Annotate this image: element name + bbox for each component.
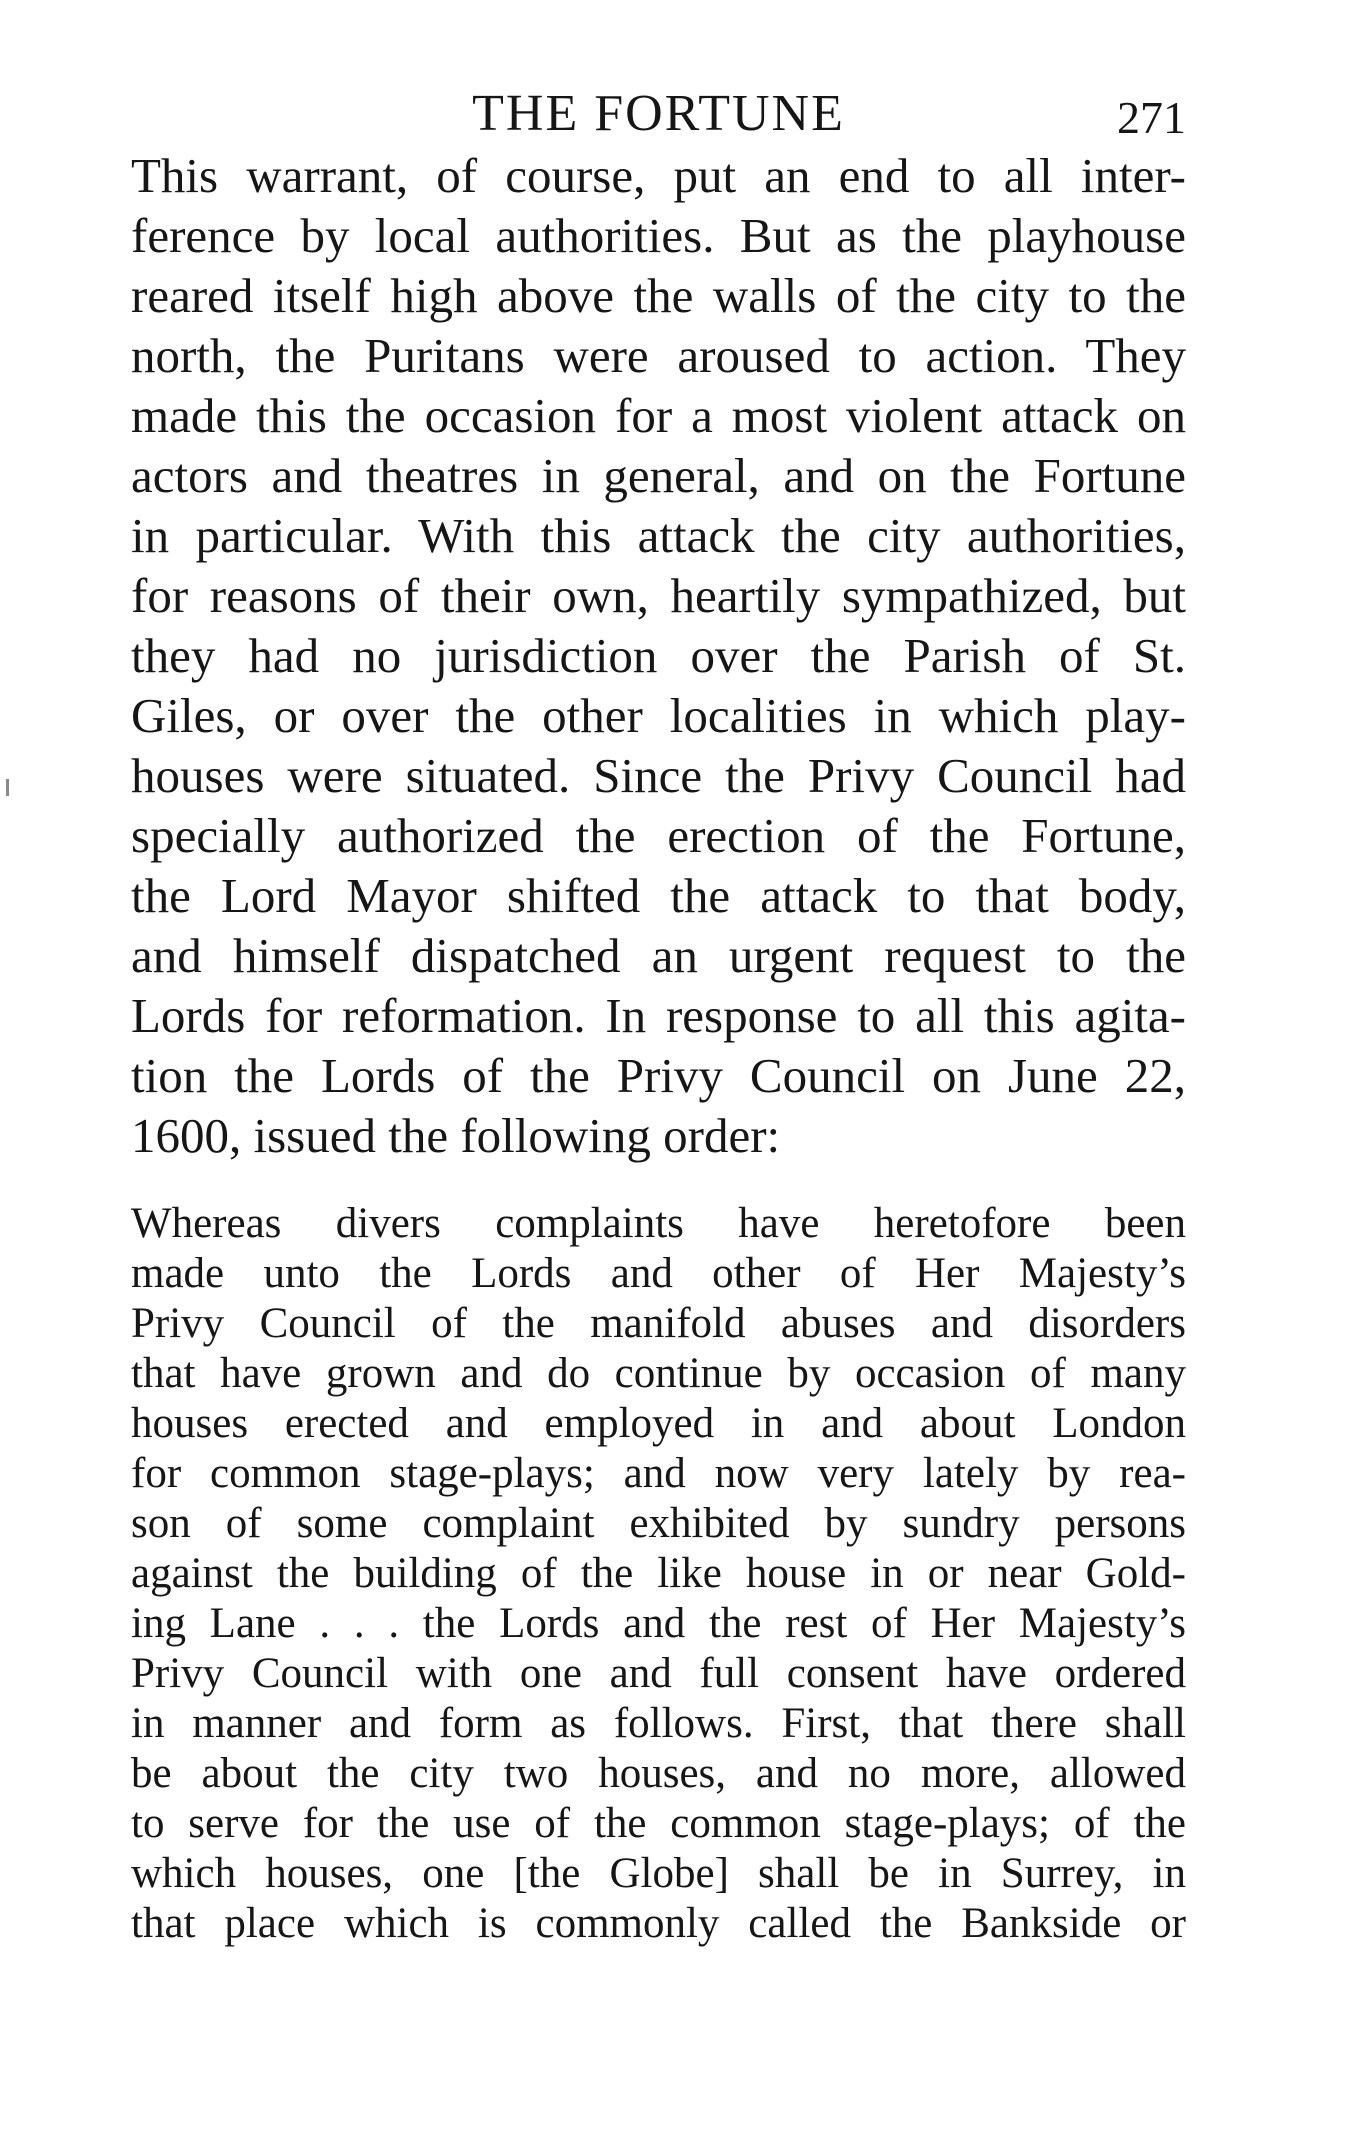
quote-line: that have grown and do continue by occasion of many <box>131 1350 1186 1397</box>
body-line: This warrant, of course, put an end to all inter- <box>131 148 1186 203</box>
quote-line: Privy Council with one and full consent have ordered <box>131 1650 1186 1697</box>
body-line: made this the occasion for a most violent attack on <box>131 388 1186 443</box>
body-line: ference by local authorities. But as the playhouse <box>131 208 1186 263</box>
body-line: and himself dispatched an urgent request to the <box>131 928 1186 983</box>
quote-line: which houses, one [the Globe] shall be in Surrey, in <box>131 1850 1186 1897</box>
quote-line: against the building of the like house in or near Gold- <box>131 1550 1186 1597</box>
body-line: 1600, issued the following order: <box>131 1108 781 1163</box>
quote-line: be about the city two houses, and no more, allowed <box>131 1750 1186 1797</box>
body-line: Lords for reformation. In response to all this agita- <box>131 988 1186 1043</box>
quote-line: that place which is commonly called the Bankside or <box>131 1900 1186 1947</box>
body-line: specially authorized the erection of the Fortune, <box>131 808 1186 863</box>
quote-line: ing Lane . . . the Lords and the rest of Her Majesty’s <box>131 1600 1186 1647</box>
quote-line: son of some complaint exhibited by sundry persons <box>131 1500 1186 1547</box>
page-number: 271 <box>1117 92 1186 143</box>
body-line: houses were situated. Since the Privy Council had <box>131 748 1186 803</box>
quote-line: houses erected and employed in and about London <box>131 1400 1186 1447</box>
body-line: in particular. With this attack the city authorities, <box>131 508 1186 563</box>
body-line: the Lord Mayor shifted the attack to that body, <box>131 868 1186 923</box>
body-line: they had no jurisdiction over the Parish of St. <box>131 628 1186 683</box>
body-line: tion the Lords of the Privy Council on June 22, <box>131 1048 1186 1103</box>
quote-line: for common stage-plays; and now very lately by rea- <box>131 1450 1186 1497</box>
running-title: THE FORTUNE <box>472 85 845 142</box>
quote-line: Privy Council of the manifold abuses and disorders <box>131 1300 1186 1347</box>
quote-line: to serve for the use of the common stage-plays; of the <box>131 1800 1186 1847</box>
running-head <box>131 84 1186 144</box>
quote-line: Whereas divers complaints have heretofore been <box>131 1200 1186 1247</box>
margin-mark <box>6 779 9 796</box>
quote-line: in manner and form as follows. First, that there shall <box>131 1700 1186 1747</box>
body-line: reared itself high above the walls of the city to the <box>131 268 1186 323</box>
body-line: north, the Puritans were aroused to action. They <box>131 328 1186 383</box>
body-line: for reasons of their own, heartily sympathized, but <box>131 568 1186 623</box>
body-line: Giles, or over the other localities in which play- <box>131 688 1186 743</box>
body-line: actors and theatres in general, and on the Fortune <box>131 448 1186 503</box>
quote-line: made unto the Lords and other of Her Majesty’s <box>131 1250 1186 1297</box>
